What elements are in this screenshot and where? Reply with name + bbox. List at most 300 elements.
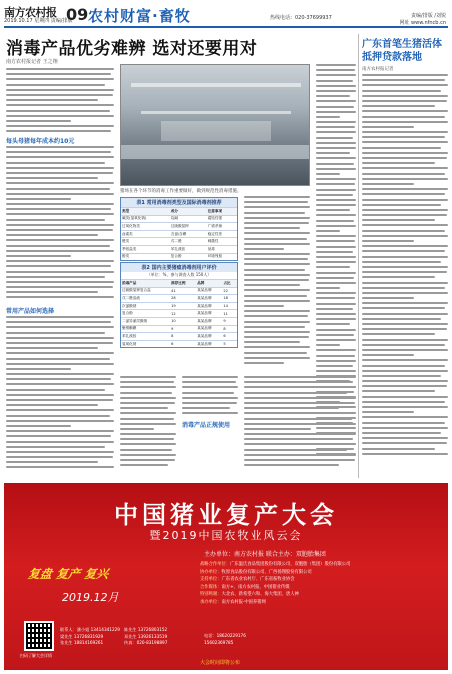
text-line	[244, 248, 284, 250]
text-line	[362, 193, 445, 195]
text-line	[316, 199, 356, 201]
text-line	[244, 386, 356, 388]
text-line	[316, 80, 353, 82]
table-cell: 广谱杀菌	[207, 223, 237, 231]
text-line	[6, 229, 113, 231]
table-cell: 醛类	[121, 238, 170, 246]
organizer-role: 战略合作单位：	[200, 562, 231, 567]
text-line	[244, 238, 307, 240]
contact-line: 15602369785	[204, 639, 234, 645]
editor-credit: 责编/排版 /刘锐	[411, 13, 446, 19]
text-line	[244, 300, 310, 302]
contact-line: 联系人：潘小姐 13414341229	[60, 627, 120, 632]
text-line	[316, 137, 353, 139]
text-line	[6, 409, 114, 411]
text-line	[244, 274, 310, 276]
text-line	[362, 333, 435, 335]
organizer-line	[200, 561, 444, 569]
text-line	[6, 446, 105, 448]
text-line	[6, 120, 71, 122]
table-row	[121, 325, 237, 333]
article-column-4-lower	[244, 376, 356, 469]
text-line	[6, 271, 114, 273]
text-line	[316, 329, 356, 331]
text-line	[6, 213, 114, 215]
text-line	[182, 397, 238, 399]
pig-industry-conference-ad	[4, 483, 448, 670]
text-line	[316, 334, 354, 336]
text-line	[362, 240, 414, 242]
text-line	[316, 90, 356, 92]
organizer-line	[200, 569, 444, 577]
table-cell: 12	[170, 310, 196, 318]
text-line	[120, 397, 176, 399]
table-cell: 腐蚀性强	[207, 215, 237, 223]
text-line	[316, 318, 356, 320]
text-line	[362, 219, 435, 221]
text-line	[244, 253, 310, 255]
table-cell: 某某品牌	[196, 310, 222, 318]
text-line	[316, 370, 356, 372]
text-line	[244, 305, 284, 307]
organizer-names: 牧原食品股份有限公司、广西扬翔股份有限公司	[221, 569, 312, 575]
text-line	[244, 341, 300, 343]
table-cell: 某某品牌	[196, 340, 222, 347]
text-line	[362, 162, 435, 164]
text-line	[6, 456, 113, 458]
text-line	[6, 281, 114, 283]
article-headline: 消毒产品优劣难辨 选对还要用对	[6, 39, 258, 59]
text-line	[362, 427, 448, 429]
text-line	[244, 412, 356, 414]
text-line	[6, 404, 98, 406]
hotline: 热线电话：020-37699937	[270, 15, 332, 21]
text-line	[362, 292, 448, 294]
organizer-role: 合作媒体：	[200, 584, 222, 590]
text-line	[244, 321, 310, 323]
text-line	[316, 147, 356, 149]
text-line	[316, 240, 355, 242]
text-line	[6, 378, 111, 380]
text-line	[362, 214, 447, 216]
contact-line: 梁先生 13726831929	[60, 633, 104, 639]
table-cell: 某某品牌	[196, 287, 222, 295]
organizer-names: 广东温氏食品集团股份有限公司、双胞胎（集团）股份有限公司	[230, 562, 351, 567]
organizer-role: 支持单位：	[200, 577, 222, 583]
text-line	[316, 95, 350, 97]
table-row	[121, 340, 237, 347]
text-line	[6, 182, 114, 184]
table-cell: 某某品牌	[196, 325, 222, 333]
text-line	[6, 430, 114, 432]
table-cell: 某某品牌	[196, 317, 222, 325]
text-line	[362, 365, 445, 367]
ad-contacts-3	[204, 633, 246, 646]
text-line	[6, 368, 71, 370]
table-cell: 戊二醛溶液	[121, 295, 170, 303]
text-line	[316, 168, 356, 170]
text-line	[6, 78, 114, 80]
text-line	[6, 337, 114, 339]
text-line	[316, 272, 356, 274]
text-line	[182, 392, 234, 394]
text-line	[120, 459, 175, 461]
table-cell: 14	[222, 302, 237, 310]
text-line	[244, 212, 305, 214]
text-line	[362, 307, 445, 309]
text-line	[362, 416, 448, 418]
text-line	[362, 266, 448, 268]
text-line	[244, 459, 355, 461]
text-line	[316, 230, 340, 232]
text-line	[362, 105, 435, 107]
ad-footer: 大会时间即将公布	[200, 660, 241, 666]
text-line	[362, 188, 448, 190]
text-line	[362, 442, 447, 444]
text-line	[6, 203, 114, 205]
ad-sponsor: 主办单位：南方农村报 联合主办：双胞胎集团	[204, 551, 326, 558]
table-cell: 氢氧化钠	[121, 340, 170, 347]
text-line	[316, 178, 356, 180]
table-cell: 9	[170, 325, 196, 333]
table-cell: 5	[222, 340, 237, 347]
ad-slogan: 复盘 复产 复兴	[26, 567, 110, 581]
text-line	[6, 352, 114, 354]
ad-date: 2019.12月	[62, 591, 119, 604]
text-line	[244, 397, 356, 399]
table-cell: 聚维酮碘	[121, 325, 170, 333]
organizer-line	[200, 591, 444, 599]
text-line	[6, 94, 113, 96]
text-line	[244, 381, 353, 383]
table-row	[121, 302, 237, 310]
text-line	[6, 326, 114, 328]
text-line	[316, 282, 356, 284]
text-line	[316, 365, 353, 367]
text-line	[316, 235, 356, 237]
text-line	[244, 263, 310, 265]
text-line	[6, 68, 114, 70]
text-line	[316, 287, 340, 289]
table-2-body	[121, 279, 237, 347]
table-header-cell: 占比	[222, 280, 237, 288]
text-line	[316, 85, 356, 87]
text-line	[244, 206, 310, 208]
text-line	[244, 326, 305, 328]
text-line	[316, 256, 356, 258]
table-cell: 二氯异氰尿酸钠	[121, 317, 170, 325]
text-line	[6, 435, 111, 437]
text-line	[316, 266, 350, 268]
table-cell: 某某品牌	[196, 295, 222, 303]
table-row	[121, 223, 237, 231]
page-number: 09	[66, 5, 89, 24]
organizer-names: 南方农村报·中国养猪网	[221, 599, 266, 605]
text-line	[6, 110, 110, 112]
table-header-row	[121, 280, 237, 288]
text-line	[6, 466, 114, 468]
text-line	[120, 376, 176, 378]
table-cell: 6	[170, 340, 196, 347]
table-header-cell: 成分	[170, 208, 207, 216]
text-line	[6, 373, 114, 375]
text-line	[6, 342, 113, 344]
text-line	[120, 402, 175, 404]
text-line	[6, 425, 71, 427]
text-line	[6, 389, 105, 391]
table-cell: 环境残留	[207, 253, 237, 260]
text-line	[244, 464, 339, 466]
contact-line: 邓先生 13926133519	[124, 633, 168, 639]
table-row	[121, 253, 237, 260]
text-line	[244, 222, 309, 224]
text-line	[362, 354, 414, 356]
text-line	[362, 152, 448, 154]
text-line	[362, 396, 448, 398]
organizer-role: 特别鸣谢：	[200, 592, 222, 598]
table-cell: 含氯/含碘	[170, 230, 207, 238]
text-line	[362, 157, 447, 159]
masthead: 南方农村报	[4, 6, 57, 19]
header-right	[399, 12, 446, 26]
text-line	[244, 433, 356, 435]
text-line	[362, 204, 441, 206]
text-line	[316, 163, 354, 165]
text-line	[120, 464, 168, 466]
ad-subtitle: 暨2019中国农牧业风云会	[149, 529, 303, 542]
table-cell: 8	[170, 333, 196, 341]
text-line	[316, 131, 356, 133]
article-column-3-lower	[182, 376, 238, 418]
text-line	[6, 451, 114, 453]
text-line	[362, 437, 448, 439]
right-column-text	[362, 74, 448, 458]
table-row	[121, 245, 237, 253]
text-line	[316, 173, 340, 175]
text-line	[6, 245, 110, 247]
text-line	[6, 162, 105, 164]
text-line	[244, 418, 352, 420]
text-line	[362, 339, 448, 341]
text-line	[6, 188, 110, 190]
text-line	[120, 433, 176, 435]
text-line	[316, 246, 356, 248]
subhead-usage: 消毒产品正规使用	[182, 422, 231, 429]
text-line	[244, 295, 307, 297]
text-line	[244, 352, 307, 354]
text-line	[316, 142, 356, 144]
table-cell: 19	[170, 302, 196, 310]
text-line	[362, 126, 414, 128]
table-cell: 碱类(氢氧化钠)	[121, 215, 170, 223]
text-line	[362, 136, 445, 138]
text-line	[6, 115, 114, 117]
text-line	[6, 316, 114, 318]
text-line	[316, 64, 356, 66]
table-1-body	[121, 207, 237, 260]
organizer-names: 南方+、南方农村报、中国猪业传媒	[221, 584, 290, 590]
text-line	[6, 420, 114, 422]
table-cell: 卤素类	[121, 230, 170, 238]
text-line	[362, 302, 448, 304]
text-line	[244, 336, 309, 338]
text-line	[316, 183, 355, 185]
text-line	[244, 227, 300, 229]
text-line	[362, 183, 414, 185]
contact-line: 传真：020-83198897	[124, 640, 168, 646]
table-cell: 低毒	[207, 245, 237, 253]
text-line	[6, 255, 71, 257]
text-line	[244, 232, 310, 234]
text-line	[6, 224, 114, 226]
text-line	[362, 390, 435, 392]
text-line	[120, 412, 176, 414]
text-line	[316, 261, 356, 263]
text-line	[6, 332, 105, 334]
text-line	[316, 349, 356, 351]
table-cell: 6	[222, 333, 237, 341]
table-cell: 次氯酸钠	[121, 302, 170, 310]
table-cell: 复合酚	[170, 253, 207, 260]
table-header-cell: 消毒产品	[121, 280, 170, 288]
text-line	[6, 441, 114, 443]
article-column-1c	[6, 316, 114, 472]
table-row	[121, 295, 237, 303]
text-line	[362, 380, 448, 382]
text-line	[362, 406, 448, 408]
right-byline: 南方农村报记者	[362, 67, 394, 72]
table-cell: 苯扎溴铵	[170, 245, 207, 253]
table-cell: 8	[222, 325, 237, 333]
table-cell: 复合酚	[121, 310, 170, 318]
text-line	[182, 376, 238, 378]
table-row	[121, 230, 237, 238]
text-line	[244, 438, 353, 440]
text-line	[316, 339, 356, 341]
text-line	[6, 125, 114, 127]
text-line	[316, 100, 356, 102]
text-line	[362, 271, 447, 273]
text-line	[244, 217, 310, 219]
text-line	[316, 121, 356, 123]
table-row	[121, 333, 237, 341]
organizer-line	[200, 576, 444, 584]
text-line	[316, 157, 356, 159]
organizer-role: 承办单位：	[200, 599, 222, 605]
text-line	[316, 313, 356, 315]
organizer-role: 协办单位：	[200, 569, 222, 575]
text-line	[362, 328, 447, 330]
text-line	[362, 448, 435, 450]
article-byline: 南方农村报记者 王之翔	[6, 59, 58, 65]
text-line	[316, 303, 356, 305]
text-line	[6, 296, 114, 298]
text-line	[244, 376, 356, 378]
text-line	[362, 250, 445, 252]
text-line	[316, 292, 356, 294]
table-cell: 某某品牌	[196, 333, 222, 341]
text-line	[362, 141, 448, 143]
text-line	[316, 251, 353, 253]
text-line	[6, 234, 98, 236]
text-line	[244, 423, 356, 425]
text-line	[316, 111, 356, 113]
text-line	[316, 74, 356, 76]
article-column-2-lower	[120, 376, 176, 469]
text-line	[362, 199, 448, 201]
table-row	[121, 238, 237, 246]
contact-line: 电话：18620229176	[204, 633, 246, 638]
text-line	[244, 315, 308, 317]
text-line	[6, 363, 114, 365]
table-header-cell: 推荐比例	[170, 280, 196, 288]
text-line	[362, 224, 448, 226]
text-line	[362, 411, 414, 413]
text-line	[362, 344, 445, 346]
text-line	[362, 313, 448, 315]
text-line	[6, 394, 114, 396]
text-line	[120, 386, 176, 388]
qr-code[interactable]	[24, 621, 54, 651]
website: 网址 www.nfncb.cn	[399, 20, 446, 26]
text-line	[316, 204, 356, 206]
text-line	[362, 110, 448, 112]
text-line	[244, 258, 308, 260]
table-1-title: 表1 常用消毒剂类型及国际消毒剂推荐	[121, 198, 237, 207]
table-cell: 刺激性	[207, 238, 237, 246]
section-title: 农村财富·畜牧	[88, 7, 191, 25]
text-line	[316, 106, 354, 108]
text-line	[244, 428, 311, 430]
text-line	[316, 355, 355, 357]
text-line	[6, 286, 113, 288]
text-line	[362, 178, 448, 180]
table-disinfectant-types	[120, 197, 238, 261]
text-line	[362, 235, 448, 237]
text-line	[316, 344, 340, 346]
text-line	[244, 201, 308, 203]
text-line	[362, 370, 448, 372]
text-line	[244, 454, 356, 456]
column-divider	[358, 34, 359, 478]
text-line	[244, 243, 310, 245]
text-line	[6, 151, 111, 153]
article-column-1	[6, 68, 114, 135]
text-line	[316, 116, 340, 118]
text-line	[244, 284, 300, 286]
text-line	[362, 256, 448, 258]
text-line	[362, 401, 445, 403]
organizer-line	[200, 599, 444, 607]
text-line	[362, 79, 445, 81]
text-line	[6, 415, 110, 417]
text-line	[316, 225, 356, 227]
text-line	[6, 383, 114, 385]
article-column-3	[244, 196, 310, 367]
text-line	[6, 219, 105, 221]
text-line	[362, 375, 441, 377]
text-line	[6, 461, 98, 463]
text-line	[362, 287, 445, 289]
table-row	[121, 215, 237, 223]
table-row	[121, 287, 237, 295]
text-line	[316, 194, 353, 196]
text-line	[362, 349, 448, 351]
table-2-title: 表2 国内主要猪瘟消毒剂用户评价	[121, 263, 237, 272]
text-line	[120, 428, 154, 430]
text-line	[244, 196, 310, 198]
text-line	[316, 69, 355, 71]
